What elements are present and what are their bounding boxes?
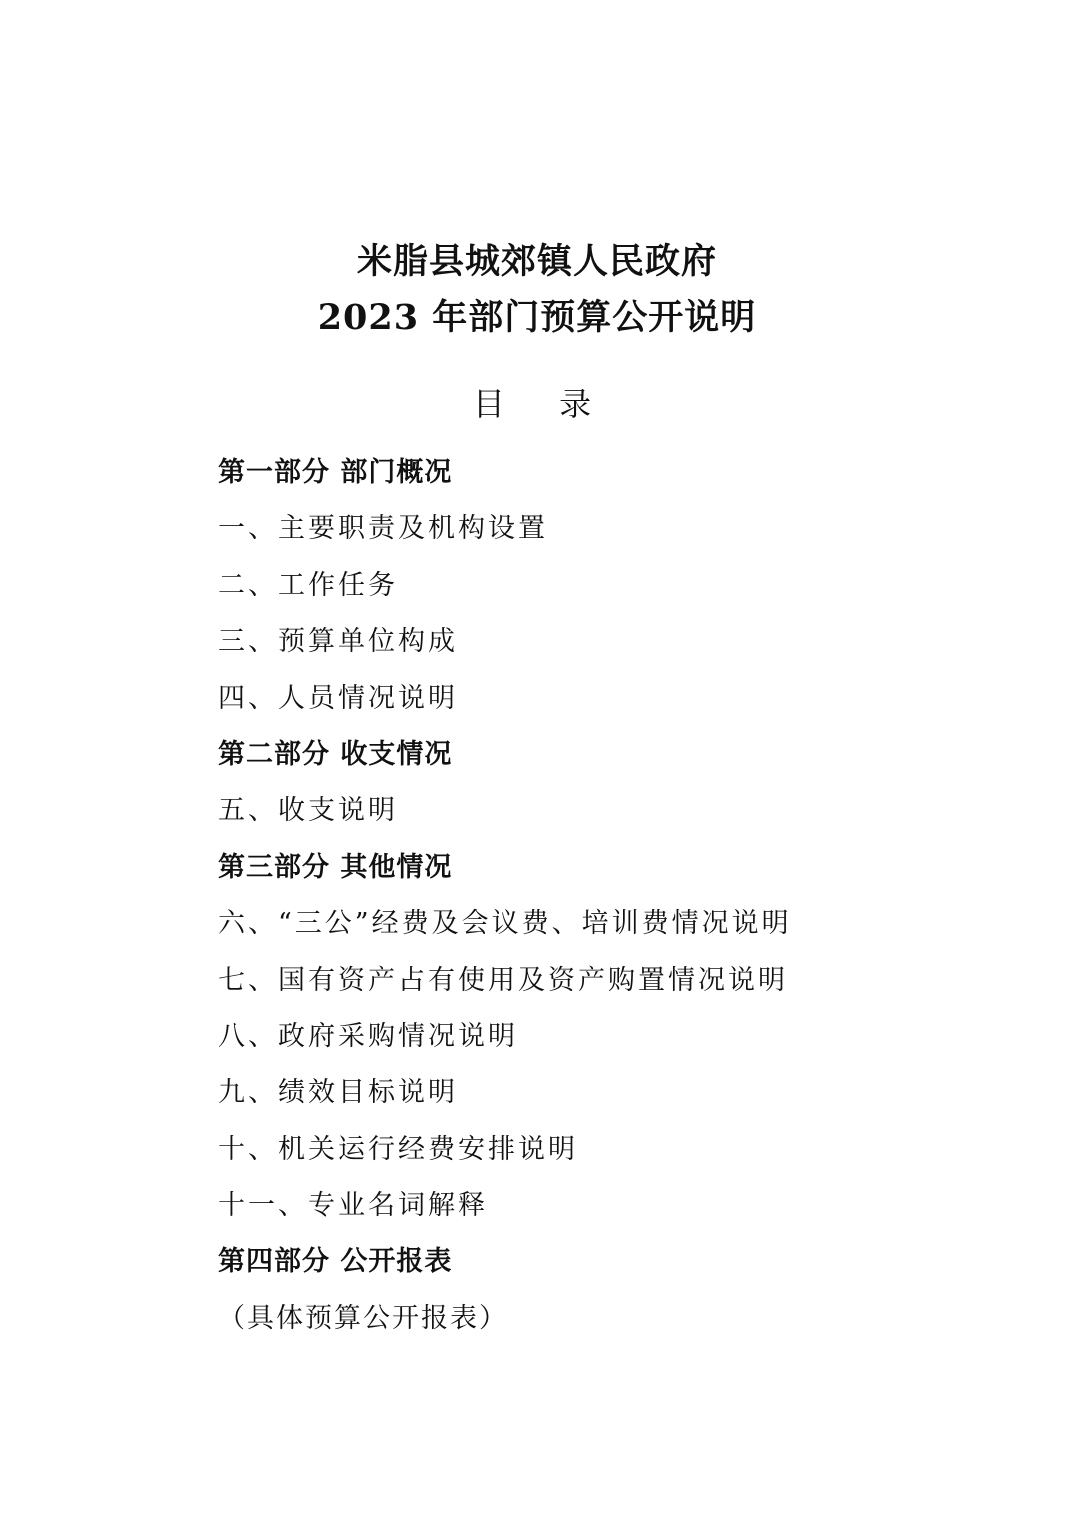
toc-heading: 目 录 [472, 385, 614, 423]
toc-item-5: 五、收支说明 [218, 795, 398, 827]
toc-item-1: 一、主要职责及机构设置 [218, 513, 548, 545]
document-title-line-2: 2023 年部门预算公开说明 [317, 297, 757, 338]
table-of-contents [218, 450, 1038, 1352]
toc-note: （具体预算公开报表） [218, 1302, 508, 1334]
toc-item-6: 六、“三公”经费及会议费、培训费情况说明 [218, 908, 792, 940]
toc-part-1: 第一部分 部门概况 [218, 457, 453, 488]
toc-part-2: 第二部分 收支情况 [218, 738, 453, 770]
toc-item-4: 四、人员情况说明 [218, 682, 458, 714]
toc-item-11: 十一、专业名词解释 [218, 1190, 488, 1222]
toc-item-9: 九、绩效目标说明 [218, 1077, 458, 1109]
toc-part-4: 第四部分 公开报表 [218, 1246, 453, 1278]
toc-item-7: 七、国有资产占有使用及资产购置情况说明 [218, 964, 788, 996]
toc-item-2: 二、工作任务 [218, 569, 398, 601]
document-title-line-1: 米脂县城郊镇人民政府 [356, 241, 717, 282]
toc-part-3: 第三部分 其他情况 [218, 851, 453, 883]
toc-item-8: 八、政府采购情况说明 [218, 1020, 518, 1052]
toc-item-3: 三、预算单位构成 [218, 626, 458, 658]
toc-item-10: 十、机关运行经费安排说明 [218, 1133, 578, 1165]
